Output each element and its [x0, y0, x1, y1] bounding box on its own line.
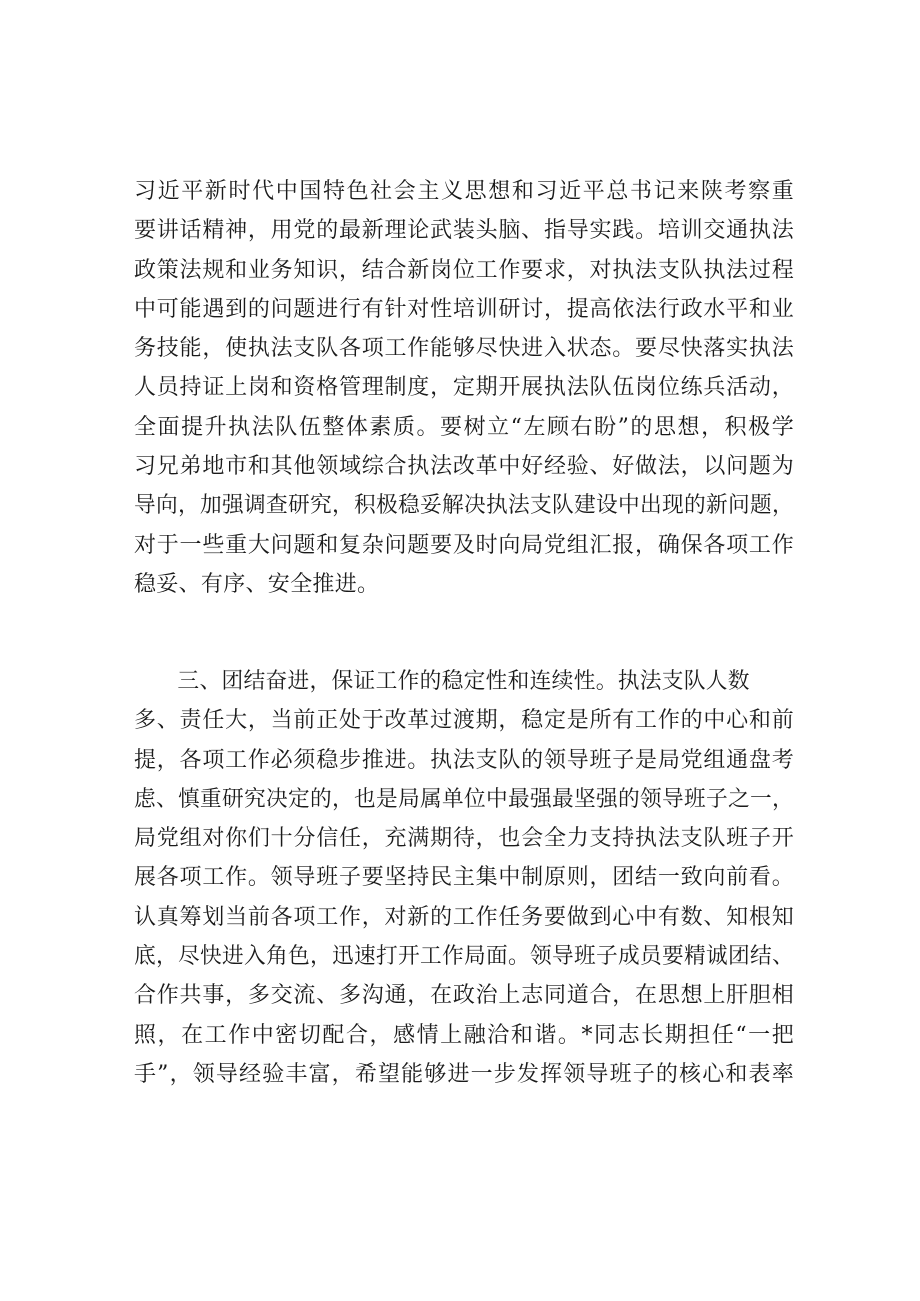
paragraph-line: 合作共事，多交流、多沟通，在政治上志同道合，在思想上肝胆相 — [134, 983, 794, 1009]
paragraph-line: 中可能遇到的问题进行有针对性培训研讨，提高依法行政水平和业 — [134, 296, 794, 322]
section-heading-line: 三、团结奋进，保证工作的稳定性和连续性。执法支队人数 — [177, 669, 750, 694]
paragraph-line: 照，在工作中密切配合，感情上融洽和谐。*同志长期担任“一把 — [134, 1022, 794, 1048]
paragraph-line: 手”，领导经验丰富，希望能够进一步发挥领导班子的核心和表率 — [134, 1061, 794, 1087]
paragraph-1 — [134, 172, 794, 604]
paragraph-line: 导向，加强调查研究，积极稳妥解决执法支队建设中出现的新问题， — [134, 493, 794, 519]
paragraph-line: 全面提升执法队伍整体素质。要树立“左顾右盼”的思想，积极学 — [134, 414, 794, 440]
paragraph-line: 认真筹划当前各项工作，对新的工作任务要做到心中有数、知根知 — [134, 904, 794, 930]
paragraph-line: 展各项工作。领导班子要坚持民主集中制原则，团结一致向前看。 — [134, 865, 794, 891]
paragraph-line: 习近平新时代中国特色社会主义思想和习近平总书记来陕考察重 — [134, 179, 794, 204]
paragraph-line: 虑、慎重研究决定的，也是局属单位中最强最坚强的领导班子之一， — [134, 786, 794, 812]
paragraph-2 — [134, 662, 794, 1094]
paragraph-line: 务技能，使执法支队各项工作能够尽快进入状态。要尽快落实执法 — [134, 336, 794, 362]
paragraph-line: 人员持证上岗和资格管理制度，定期开展执法队伍岗位练兵活动， — [134, 375, 794, 401]
paragraph-line: 习兄弟地市和其他领域综合执法改革中好经验、好做法，以问题为 — [134, 454, 794, 480]
paragraph-line: 底，尽快进入角色，迅速打开工作局面。领导班子成员要精诚团结、 — [134, 944, 794, 970]
paragraph-line: 稳妥、有序、安全推进。 — [134, 571, 380, 597]
paragraph-line: 局党组对你们十分信任，充满期待，也会全力支持执法支队班子开 — [134, 826, 794, 852]
paragraph-line: 提，各项工作必须稳步推进。执法支队的领导班子是局党组通盘考 — [134, 747, 794, 773]
paragraph-line: 对于一些重大问题和复杂问题要及时向局党组汇报，确保各项工作 — [134, 532, 794, 558]
paragraph-line: 要讲话精神，用党的最新理论武装头脑、指导实践。培训交通执法 — [134, 218, 794, 244]
paragraph-line: 政策法规和业务知识，结合新岗位工作要求，对执法支队执法过程 — [134, 257, 794, 283]
paragraph-line: 多、责任大，当前正处于改革过渡期，稳定是所有工作的中心和前 — [134, 708, 794, 734]
